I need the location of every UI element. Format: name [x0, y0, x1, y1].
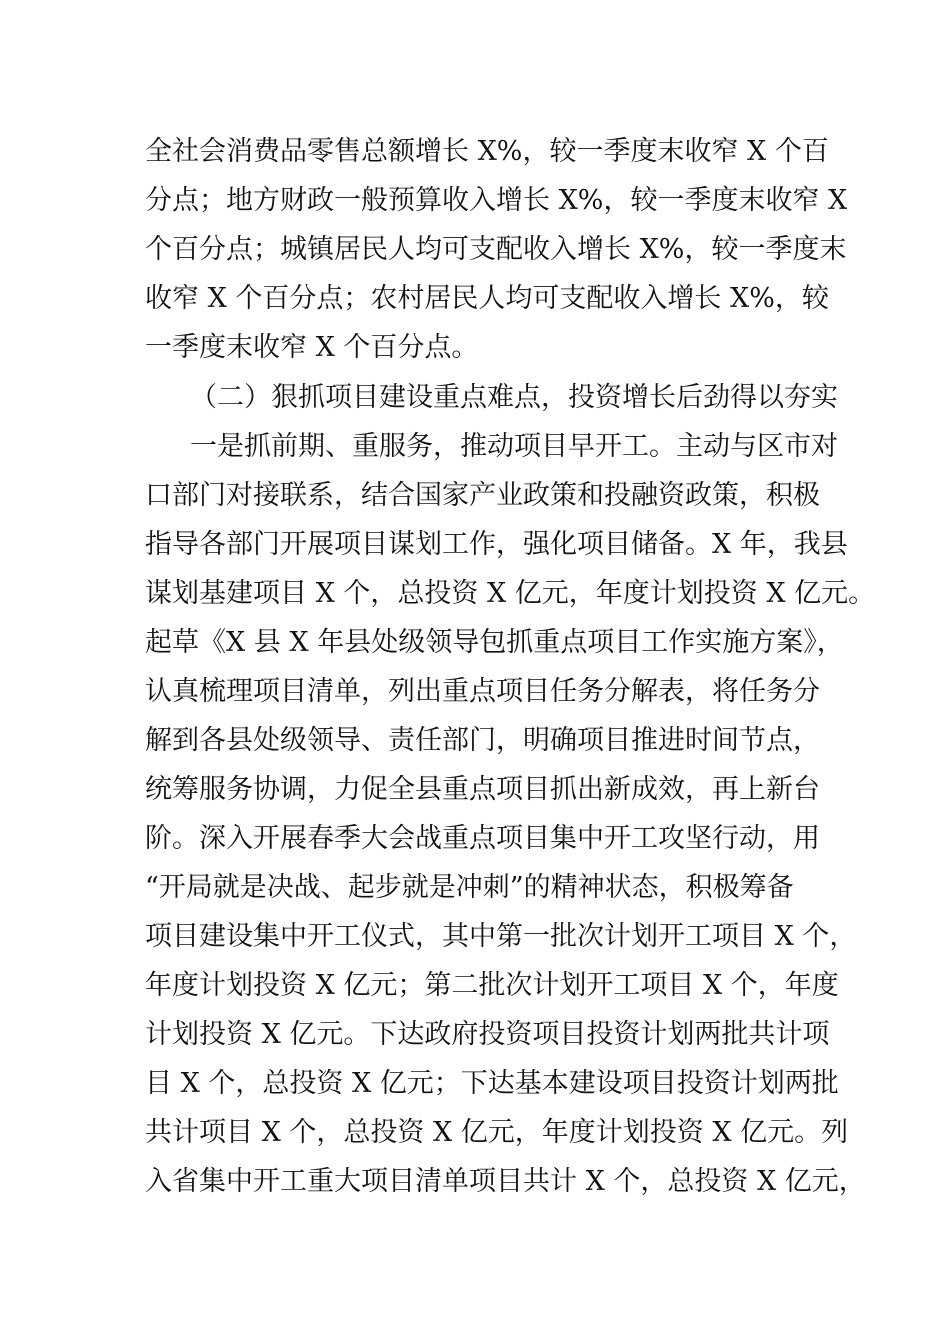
- body-line: 起草《X 县 X 年县处级领导包抓重点项目工作实施方案》，: [145, 627, 844, 658]
- body-line: 共计项目 X 个，总投资 X 亿元，年度计划投资 X 亿元。列: [145, 1117, 849, 1148]
- body-line: 年度计划投资 X 亿元；第二批次计划开工项目 X 个，年度: [145, 970, 839, 1001]
- body-line: 阶。深入开展春季大会战重点项目集中开工攻坚行动，用: [145, 823, 820, 854]
- body-line: 指导各部门开展项目谋划工作，强化项目储备。X 年，我县: [145, 529, 848, 560]
- body-line: 认真梳理项目清单，列出重点项目任务分解表，将任务分: [145, 676, 820, 707]
- body-line: 全社会消费品零售总额增长 X%，较一季度末收窄 X 个百: [145, 136, 829, 167]
- body-line: 统筹服务协调，力促全县重点项目抓出新成效，再上新台: [145, 774, 820, 805]
- section-heading: （二）狠抓项目建设重点难点，投资增长后劲得以夯实: [190, 382, 838, 413]
- body-line: 一季度末收窄 X 个百分点。: [145, 332, 479, 363]
- body-line: 个百分点；城镇居民人均可支配收入增长 X%，较一季度末: [145, 234, 847, 265]
- body-line: 解到各县处级领导、责任部门，明确项目推进时间节点，: [145, 725, 820, 756]
- body-line: 目 X 个，总投资 X 亿元；下达基本建设项目投资计划两批: [145, 1068, 839, 1099]
- body-line: 谋划基建项目 X 个，总投资 X 亿元，年度计划投资 X 亿元。: [145, 578, 876, 609]
- body-line: 一是抓前期、重服务，推动项目早开工。主动与区市对: [190, 431, 838, 462]
- body-line: 项目建设集中开工仪式，其中第一批次计划开工项目 X 个，: [145, 921, 857, 952]
- body-line: 分点；地方财政一般预算收入增长 X%，较一季度末收窄 X: [145, 185, 848, 216]
- body-line: 口部门对接联系，结合国家产业政策和投融资政策，积极: [145, 480, 820, 511]
- body-line: 收窄 X 个百分点；农村居民人均可支配收入增长 X%，较: [145, 283, 829, 314]
- body-line: 计划投资 X 亿元。下达政府投资项目投资计划两批共计项: [145, 1019, 830, 1050]
- body-line: “开局就是决战、起步就是冲刺”的精神状态，积极筹备: [145, 872, 794, 903]
- body-line: 入省集中开工重大项目清单项目共计 X 个，总投资 X 亿元，: [145, 1166, 866, 1197]
